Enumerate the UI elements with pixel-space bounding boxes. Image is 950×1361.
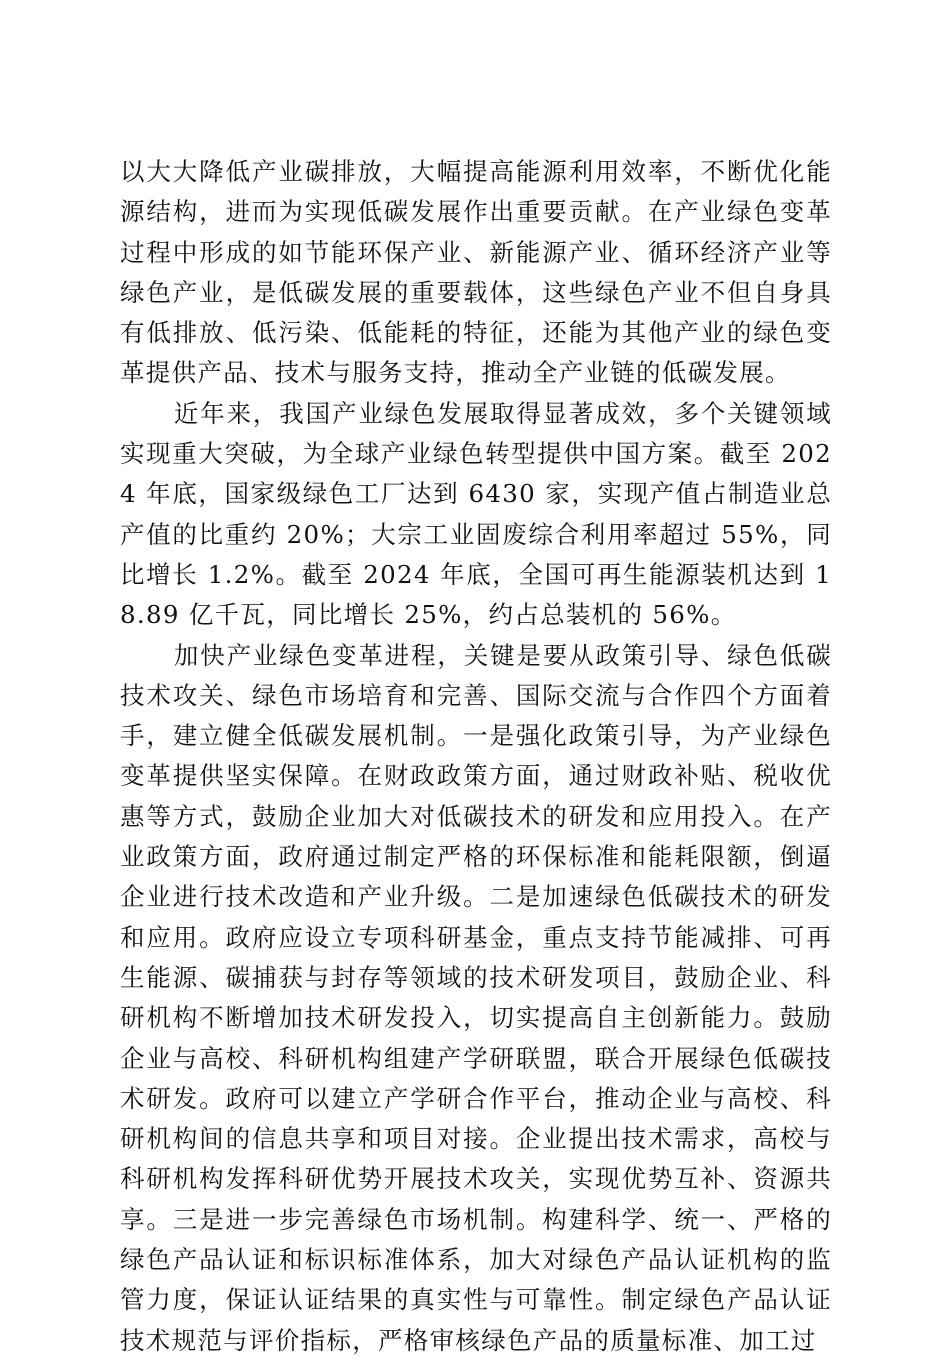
paragraph-measures: 加快产业绿色变革进程，关键是要从政策引导、绿色低碳技术攻关、绿色市场培育和完善、国际交流与合作四个方面着手，建立健全低碳发展机制。一是强化政策引导，为产业绿色变革提供坚实保障。在财政政策方面，通过财政补贴、税收优惠等方式，鼓励企业加大对低碳技术的研发和应用投入。在产业政策方面，政府通过制定严格的环保标准和能耗限额，倒逼企业进行技术改造和产业升级。二是加速绿色低碳技术的研发和应用。政府应设立专项科研基金，重点支持节能减排、可再生能源、碳捕获与封存等领域的技术研发项目，鼓励企业、科研机构不断增加技术研发投入，切实提高自主创新能力。鼓励企业与高校、科研机构组建产学研联盟，联合开展绿色低碳技术研发。政府可以建立产学研合作平台，推动企业与高校、科研机构间的信息共享和项目对接。企业提出技术需求，高校与科研机构发挥科研优势开展技术攻关，实现优势互补、资源共享。三是进一步完善绿色市场机制。构建科学、统一、严格的绿色产品认证和标识标准体系，加大对绿色产品认证机构的监管力度，保证认证结果的真实性与可靠性。制定绿色产品认证技术规范与评价指标，严格审核绿色产品的质量标准、加工过 [120,640,832,1355]
paragraph-continued: 以大大降低产业碳排放，大幅提高能源利用效率，不断优化能源结构，进而为实现低碳发展作出重要贡献。在产业绿色变革过程中形成的如节能环保产业、新能源产业、循环经济产业等绿色产业，是低碳发展的重要载体，这些绿色产业不但自身具有低排放、低污染、低能耗的特征，还能为其他产业的绿色变革提供产品、技术与服务支持，推动全产业链的低碳发展。 [120,157,832,388]
paragraph-achievements: 近年来，我国产业绿色发展取得显著成效，多个关键领域实现重大突破，为全球产业绿色转型提供中国方案。截至 2024 年底，国家级绿色工厂达到 6430 家，实现产值占制造业总产值的比重约 20%；大宗工业固废综合利用率超过 55%，同比增长 1.2%。截至 2024 年底，全国可再生能源装机达到 18.89 亿千瓦，同比增长 25%，约占总装机的 56%。 [120,398,832,630]
document-page [120,152,832,1361]
